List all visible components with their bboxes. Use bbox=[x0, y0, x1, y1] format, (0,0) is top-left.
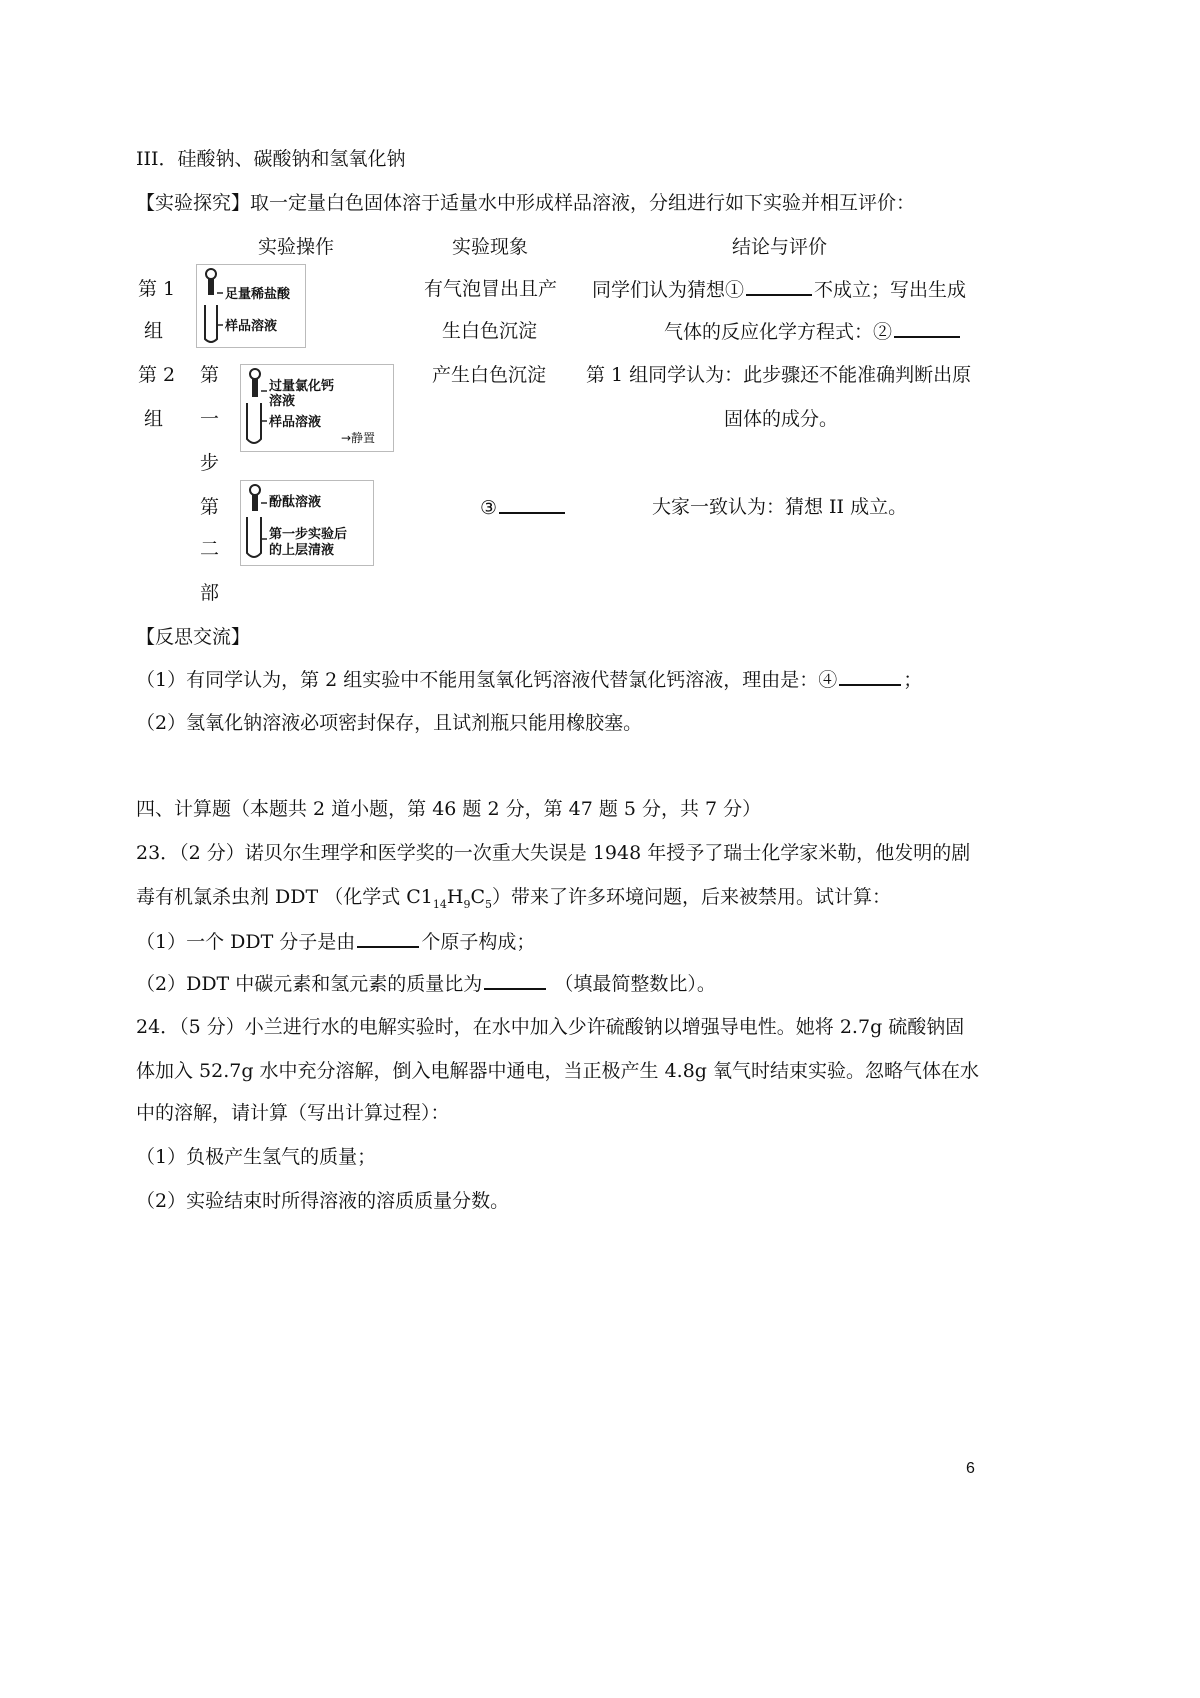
section-3-title: III．硅酸钠、碳酸钠和氢氧化钠 bbox=[136, 148, 406, 170]
reflection-2: （2）氢氧化钠溶液必项密封保存，且试剂瓶只能用橡胶塞。 bbox=[136, 712, 643, 734]
blank-6[interactable] bbox=[484, 970, 546, 990]
q24-line2: 体加入 52.7g 水中充分溶解，倒入电解器中通电，当正极产生 4.8g 氧气时结束实验。忽略气体在水 bbox=[136, 1060, 980, 1082]
step2-fig-label-clear: 的上层清液 bbox=[269, 543, 335, 558]
group1-conclusion-line1-b: 不成立；写出生成 bbox=[814, 279, 967, 301]
q23-line2 bbox=[136, 884, 891, 918]
group1-phenomenon-line1: 有气泡冒出且产 bbox=[424, 278, 558, 300]
step1-conclusion-line2: 固体的成分。 bbox=[724, 408, 839, 430]
blank-3[interactable] bbox=[499, 494, 565, 514]
step2-char-3: 部 bbox=[200, 582, 220, 604]
blank-4[interactable] bbox=[839, 666, 901, 686]
q23-formula-sub1: 14 bbox=[432, 897, 447, 911]
group2-label-line2: 组 bbox=[144, 408, 164, 430]
step2-test-tube-figure bbox=[240, 480, 374, 566]
step1-fig-label-solution: 溶液 bbox=[269, 394, 296, 409]
blank-2[interactable] bbox=[894, 318, 960, 338]
q23-sub-1-b: 个原子构成； bbox=[421, 931, 536, 953]
step2-char-2: 二 bbox=[200, 538, 220, 560]
q23-line2-a: 毒有机氯杀虫剂 DDT （化学式 C1 bbox=[136, 886, 433, 908]
reflection-1-end: ； bbox=[903, 669, 923, 691]
step1-char-2: 一 bbox=[200, 408, 220, 430]
q23-line2-b: ）带来了许多环境问题，后来被禁用。试计算： bbox=[492, 886, 892, 908]
group1-phenomenon-line2: 生白色沉淀 bbox=[442, 320, 538, 342]
step1-fig-label-cacl2: 过量氯化钙 bbox=[269, 379, 335, 394]
experiment-intro: 【实验探究】取一定量白色固体溶于适量水中形成样品溶液，分组进行如下实验并相互评价： bbox=[136, 192, 916, 214]
step1-phenomenon: 产生白色沉淀 bbox=[432, 364, 547, 386]
step1-char-1: 第 bbox=[200, 364, 220, 386]
reflection-1 bbox=[136, 666, 922, 693]
q23-formula-h: H bbox=[446, 886, 464, 908]
q24-line3: 中的溶解，请计算（写出计算过程）： bbox=[136, 1102, 450, 1124]
q23-sub-1 bbox=[136, 928, 535, 955]
blank-5[interactable] bbox=[357, 928, 419, 948]
group2-label-line1: 第 2 bbox=[138, 364, 176, 386]
section-4-title: 四、计算题（本题共 2 道小题，第 46 题 2 分，第 47 题 5 分，共 7 分） bbox=[136, 798, 762, 820]
header-phenomenon: 实验现象 bbox=[452, 236, 529, 258]
q23-formula-sub2: 9 bbox=[463, 897, 471, 911]
group1-conclusion-line1-a: 同学们认为猜想① bbox=[592, 279, 745, 301]
group1-conclusion-line1 bbox=[592, 276, 966, 303]
q24-sub-2: （2）实验结束时所得溶液的溶质质量分数。 bbox=[136, 1190, 510, 1212]
q23-sub-2-b: （填最简整数比）。 bbox=[548, 973, 716, 995]
step2-conclusion: 大家一致认为：猜想 II 成立。 bbox=[652, 496, 908, 518]
step1-char-3: 步 bbox=[200, 452, 220, 474]
q23-line1: 23．（2 分）诺贝尔生理学和医学奖的一次重大失误是 1948 年授予了瑞士化学家米勒，他发明的剧 bbox=[136, 842, 971, 864]
page-number: 6 bbox=[966, 1460, 975, 1477]
q24-sub-1: （1）负极产生氢气的质量； bbox=[136, 1146, 377, 1168]
group1-conclusion-line2-text: 气体的反应化学方程式：② bbox=[664, 321, 893, 343]
reflection-1-text: （1）有同学认为，第 2 组实验中不能用氢氧化钙溶液代替氯化钙溶液，理由是：④ bbox=[136, 669, 838, 691]
step1-test-tube-figure bbox=[240, 364, 394, 452]
reflection-title: 【反思交流】 bbox=[136, 626, 251, 648]
group1-label-line2: 组 bbox=[144, 320, 164, 342]
step2-fig-label-phenol: 酚酞溶液 bbox=[269, 495, 322, 510]
step1-conclusion-line1: 第 1 组同学认为：此步骤还不能准确判断出原 bbox=[586, 364, 972, 386]
step1-fig-label-stand: →静置 bbox=[341, 431, 376, 445]
blank-1[interactable] bbox=[746, 276, 812, 296]
q23-formula-sub3: 5 bbox=[485, 897, 493, 911]
q23-sub-2 bbox=[136, 970, 716, 997]
step2-phenomenon-marker: ③ bbox=[480, 497, 498, 519]
q23-sub-2-a: （2）DDT 中碳元素和氢元素的质量比为 bbox=[136, 973, 483, 995]
group1-label-line1: 第 1 bbox=[138, 278, 176, 300]
group1-conclusion-line2 bbox=[664, 318, 962, 345]
group1-test-tube-figure bbox=[196, 264, 306, 348]
step2-fig-label-after: 第一步实验后 bbox=[269, 527, 348, 542]
step2-char-1: 第 bbox=[200, 496, 220, 518]
q23-sub-1-a: （1）一个 DDT 分子是由 bbox=[136, 931, 356, 953]
q24-line1: 24．（5 分）小兰进行水的电解实验时，在水中加入少许硫酸钠以增强导电性。她将 2.7g 硫酸钠固 bbox=[136, 1016, 965, 1038]
group1-fig-label-acid: 足量稀盐酸 bbox=[225, 287, 291, 302]
step1-fig-label-sample: 样品溶液 bbox=[269, 415, 322, 430]
group1-fig-label-sample: 样品溶液 bbox=[225, 319, 278, 334]
dropper-tube-icon bbox=[197, 265, 305, 347]
header-conclusion: 结论与评价 bbox=[732, 236, 828, 258]
header-operation: 实验操作 bbox=[258, 236, 335, 258]
q23-formula-c: C bbox=[470, 886, 486, 908]
step2-phenomenon bbox=[480, 494, 567, 521]
